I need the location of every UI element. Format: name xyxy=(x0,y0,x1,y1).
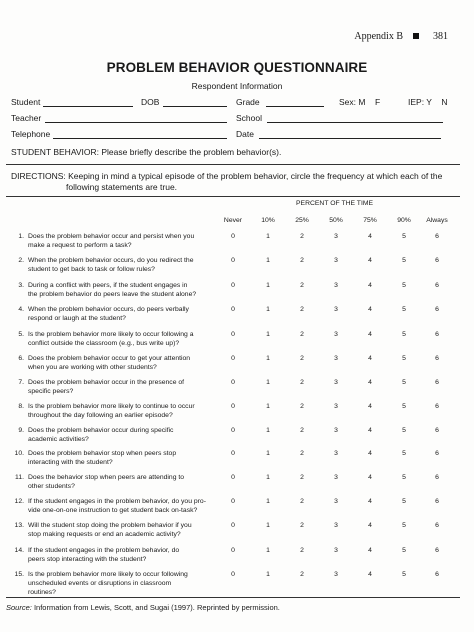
frequency-option[interactable]: 0 xyxy=(231,379,235,386)
iep-option-y[interactable]: Y xyxy=(426,97,432,107)
question-text xyxy=(28,546,218,564)
teacher-label: Teacher xyxy=(11,113,42,123)
frequency-option[interactable]: 1 xyxy=(266,306,270,313)
question-number: 9. xyxy=(18,427,24,434)
question-text-line: Does the problem behavior occur and persist when you xyxy=(28,233,195,240)
question-text-line: make a request to perform a task? xyxy=(28,242,132,249)
sex-option-m[interactable]: M xyxy=(358,97,366,107)
frequency-option[interactable]: 0 xyxy=(231,522,235,529)
frequency-option[interactable]: 0 xyxy=(231,547,235,554)
school-label: School xyxy=(236,113,262,123)
question-text-line: academic activities? xyxy=(28,436,89,443)
question-text-line: Is the problem behavior more likely to occur following xyxy=(28,571,188,578)
question-number: 4. xyxy=(18,306,24,313)
question-text xyxy=(28,426,218,444)
column-header: Always xyxy=(426,217,448,224)
question-text-line: conflict outside the classroom (e.g., bus write up)? xyxy=(28,340,180,347)
question-number: 15. xyxy=(14,571,24,578)
column-header: 25% xyxy=(295,217,309,224)
frequency-option[interactable]: 4 xyxy=(368,450,372,457)
frequency-option[interactable]: 3 xyxy=(334,450,338,457)
frequency-option[interactable]: 6 xyxy=(435,355,439,362)
frequency-option[interactable]: 5 xyxy=(402,282,406,289)
student-label: Student xyxy=(11,97,41,107)
question-text-line: When the problem behavior occurs, do peers verbally xyxy=(28,306,189,313)
page-number: 381 xyxy=(433,31,448,42)
question-row xyxy=(8,378,460,396)
frequency-option[interactable]: 5 xyxy=(402,522,406,529)
question-row xyxy=(8,330,460,348)
question-number: 13. xyxy=(14,522,24,529)
frequency-option[interactable]: 5 xyxy=(402,233,406,240)
frequency-option[interactable]: 2 xyxy=(300,403,304,410)
respondent-info-heading: Respondent Information xyxy=(191,81,283,91)
respondent-row-2 xyxy=(11,113,463,125)
question-row xyxy=(8,473,460,491)
frequency-option[interactable]: 3 xyxy=(334,331,338,338)
respondent-row-3 xyxy=(11,129,463,141)
frequency-option[interactable]: 6 xyxy=(435,306,439,313)
question-row xyxy=(8,354,460,372)
frequency-option[interactable]: 4 xyxy=(368,306,372,313)
question-row xyxy=(8,521,460,539)
question-number: 7. xyxy=(18,379,24,386)
iep-field[interactable] xyxy=(408,97,448,107)
question-number: 10. xyxy=(14,450,24,457)
frequency-option[interactable]: 1 xyxy=(266,355,270,362)
frequency-option[interactable]: 5 xyxy=(402,379,406,386)
question-text xyxy=(28,497,218,515)
frequency-option[interactable]: 6 xyxy=(435,331,439,338)
question-text xyxy=(28,232,218,250)
frequency-option[interactable]: 5 xyxy=(402,571,406,578)
frequency-option[interactable]: 0 xyxy=(231,474,235,481)
percent-of-time-header: PERCENT OF THE TIME xyxy=(296,200,374,207)
frequency-option[interactable]: 6 xyxy=(435,571,439,578)
question-number: 3. xyxy=(18,282,24,289)
question-text-line: unscheduled events or disruptions in classroom xyxy=(28,580,172,587)
frequency-option[interactable]: 6 xyxy=(435,427,439,434)
divider-line xyxy=(6,196,460,197)
frequency-option[interactable]: 5 xyxy=(402,450,406,457)
frequency-option[interactable]: 1 xyxy=(266,257,270,264)
question-text-line: specific peers? xyxy=(28,388,74,395)
frequency-option[interactable]: 1 xyxy=(266,522,270,529)
frequency-option[interactable]: 0 xyxy=(231,233,235,240)
directions-line-2: following statements are true. xyxy=(66,181,178,192)
respondent-row-1 xyxy=(11,97,463,109)
frequency-option[interactable]: 2 xyxy=(300,547,304,554)
grade-label: Grade xyxy=(236,97,260,107)
frequency-option[interactable]: 1 xyxy=(266,547,270,554)
frequency-option[interactable]: 2 xyxy=(300,571,304,578)
question-text xyxy=(28,330,218,348)
column-header: 90% xyxy=(397,217,411,224)
source-text: Information from Lewis, Scott, and Sugai (1997). Reprinted by permission. xyxy=(31,603,280,612)
question-row xyxy=(8,305,460,323)
question-row xyxy=(8,402,460,420)
iep-label: IEP: xyxy=(408,97,425,107)
question-number: 11. xyxy=(15,474,24,481)
question-text xyxy=(28,256,218,274)
frequency-option[interactable]: 4 xyxy=(368,403,372,410)
question-number: 12. xyxy=(14,498,24,505)
directions-line-1: DIRECTIONS: Keeping in mind a typical episode of the problem behavior, circle the frequency at which each of the xyxy=(11,171,443,181)
question-text-line: Is the problem behavior more likely to continue to occur xyxy=(28,403,195,410)
frequency-option[interactable]: 6 xyxy=(435,498,439,505)
question-text-line: During a conflict with peers, if the student engages in xyxy=(28,282,188,289)
frequency-option[interactable]: 4 xyxy=(368,474,372,481)
page-header xyxy=(354,31,448,42)
question-row xyxy=(8,232,460,250)
frequency-option[interactable]: 6 xyxy=(435,379,439,386)
question-row xyxy=(8,449,460,467)
frequency-option[interactable]: 4 xyxy=(368,282,372,289)
school-field[interactable] xyxy=(267,122,443,123)
frequency-option[interactable]: 6 xyxy=(435,257,439,264)
question-text xyxy=(28,521,218,539)
question-text-line: peers stop interacting with the student? xyxy=(28,556,147,563)
frequency-option[interactable]: 2 xyxy=(300,282,304,289)
frequency-option[interactable]: 3 xyxy=(334,474,338,481)
frequency-option[interactable]: 0 xyxy=(231,450,235,457)
date-label: Date xyxy=(236,129,254,139)
student-behavior-prompt: STUDENT BEHAVIOR: Please briefly describe the problem behavior(s). xyxy=(11,147,282,157)
square-bullet-icon xyxy=(413,33,419,39)
frequency-option[interactable]: 3 xyxy=(334,379,338,386)
question-text-line: Does the problem behavior occur to get your attention xyxy=(28,355,191,362)
question-text xyxy=(28,449,218,467)
frequency-option[interactable]: 5 xyxy=(402,306,406,313)
frequency-option[interactable]: 2 xyxy=(300,306,304,313)
frequency-option[interactable]: 4 xyxy=(368,498,372,505)
frequency-option[interactable]: 1 xyxy=(266,379,270,386)
frequency-option[interactable]: 4 xyxy=(368,522,372,529)
frequency-option[interactable]: 2 xyxy=(300,355,304,362)
dob-field[interactable] xyxy=(163,106,227,107)
question-text-line: Will the student stop doing the problem behavior if you xyxy=(28,522,192,529)
frequency-option[interactable]: 6 xyxy=(435,474,439,481)
frequency-option[interactable]: 2 xyxy=(300,331,304,338)
question-text-line: vide one-on-one instruction to get student back on-task? xyxy=(28,507,198,514)
appendix-label: Appendix B xyxy=(354,31,403,42)
question-text-line: when you are working with other students? xyxy=(28,364,157,371)
column-header: 75% xyxy=(363,217,377,224)
question-text xyxy=(28,473,218,491)
question-text-line: the problem behavior do peers leave the student alone? xyxy=(28,291,197,298)
frequency-option[interactable]: 3 xyxy=(334,498,338,505)
frequency-option[interactable]: 3 xyxy=(334,522,338,529)
column-header: 50% xyxy=(329,217,343,224)
frequency-option[interactable]: 5 xyxy=(402,427,406,434)
question-number: 14. xyxy=(14,547,24,554)
frequency-option[interactable]: 0 xyxy=(231,355,235,362)
question-text-line: student to get back to task or follow rules? xyxy=(28,266,155,273)
frequency-option[interactable]: 6 xyxy=(435,282,439,289)
question-number: 6. xyxy=(18,355,24,362)
question-text-line: Is the problem behavior more likely to occur following a xyxy=(28,331,194,338)
question-text-line: other students? xyxy=(28,483,75,490)
frequency-option[interactable]: 4 xyxy=(368,427,372,434)
frequency-option[interactable]: 3 xyxy=(334,306,338,313)
frequency-option[interactable]: 1 xyxy=(266,403,270,410)
frequency-option[interactable]: 5 xyxy=(402,331,406,338)
frequency-option[interactable]: 6 xyxy=(435,522,439,529)
frequency-option[interactable]: 5 xyxy=(402,355,406,362)
question-row xyxy=(8,256,460,274)
iep-option-n[interactable]: N xyxy=(441,97,448,107)
student-field[interactable] xyxy=(43,106,133,107)
frequency-option[interactable]: 3 xyxy=(334,403,338,410)
question-text-line: If the student engages in the problem behavior, do you pro- xyxy=(28,498,206,505)
question-text xyxy=(28,305,218,323)
frequency-option[interactable]: 1 xyxy=(266,498,270,505)
frequency-option[interactable]: 2 xyxy=(300,427,304,434)
sex-label: Sex: xyxy=(339,97,357,107)
frequency-option[interactable]: 0 xyxy=(231,427,235,434)
question-number: 1. xyxy=(18,233,24,240)
frequency-option[interactable]: 3 xyxy=(334,427,338,434)
telephone-label: Telephone xyxy=(11,129,51,139)
frequency-option[interactable]: 4 xyxy=(368,571,372,578)
frequency-option[interactable]: 5 xyxy=(402,474,406,481)
teacher-field[interactable] xyxy=(45,122,227,123)
question-text-line: throughout the day following an earlier episode? xyxy=(28,412,173,419)
question-number: 5. xyxy=(18,331,24,338)
question-number: 8. xyxy=(18,403,24,410)
frequency-option[interactable]: 0 xyxy=(231,403,235,410)
question-text-line: respond or laugh at the student? xyxy=(28,315,126,322)
question-text-line: Does the problem behavior occur in the presence of xyxy=(28,379,185,386)
frequency-option[interactable]: 6 xyxy=(435,547,439,554)
frequency-option[interactable]: 5 xyxy=(402,257,406,264)
dob-label: DOB xyxy=(141,97,160,107)
frequency-option[interactable]: 0 xyxy=(231,571,235,578)
frequency-option[interactable]: 1 xyxy=(266,450,270,457)
frequency-option[interactable]: 0 xyxy=(231,257,235,264)
question-text-line: stop making requests or end an academic activity? xyxy=(28,531,181,538)
frequency-option[interactable]: 5 xyxy=(402,403,406,410)
question-text-line: If the student engages in the problem behavior, do xyxy=(28,547,180,554)
sex-option-f[interactable]: F xyxy=(374,97,381,107)
question-text xyxy=(28,281,218,299)
frequency-option[interactable]: 1 xyxy=(266,571,270,578)
date-field[interactable] xyxy=(259,138,441,139)
question-row xyxy=(8,281,460,299)
frequency-option[interactable]: 0 xyxy=(231,498,235,505)
page-title: PROBLEM BEHAVIOR QUESTIONNAIRE xyxy=(106,60,368,75)
question-row xyxy=(8,497,460,515)
column-header: 10% xyxy=(261,217,275,224)
frequency-option[interactable]: 6 xyxy=(435,450,439,457)
frequency-option[interactable]: 3 xyxy=(334,282,338,289)
question-row xyxy=(8,546,460,564)
sex-field[interactable] xyxy=(339,97,380,107)
divider-line xyxy=(6,597,460,598)
source-label: Source: xyxy=(6,603,32,612)
question-text-line: interacting with the student? xyxy=(28,459,113,466)
source-note xyxy=(6,603,280,612)
grade-field[interactable] xyxy=(266,106,324,107)
frequency-option[interactable]: 2 xyxy=(300,450,304,457)
frequency-option[interactable]: 4 xyxy=(368,257,372,264)
frequency-option[interactable]: 4 xyxy=(368,547,372,554)
frequency-option[interactable]: 1 xyxy=(266,474,270,481)
question-row xyxy=(8,570,460,597)
frequency-option[interactable]: 1 xyxy=(266,331,270,338)
frequency-option[interactable]: 3 xyxy=(334,257,338,264)
frequency-option[interactable]: 4 xyxy=(368,379,372,386)
frequency-option[interactable]: 0 xyxy=(231,331,235,338)
frequency-option[interactable]: 0 xyxy=(231,306,235,313)
frequency-option[interactable]: 2 xyxy=(300,474,304,481)
frequency-option[interactable]: 2 xyxy=(300,498,304,505)
question-text-line: When the problem behavior occurs, do you redirect the xyxy=(28,257,194,264)
frequency-option[interactable]: 1 xyxy=(266,282,270,289)
question-text xyxy=(28,570,218,597)
frequency-option[interactable]: 3 xyxy=(334,355,338,362)
divider-line xyxy=(6,164,460,165)
question-row xyxy=(8,426,460,444)
directions-text xyxy=(11,171,451,192)
frequency-option[interactable]: 1 xyxy=(266,233,270,240)
frequency-option[interactable]: 3 xyxy=(334,571,338,578)
frequency-option[interactable]: 5 xyxy=(402,547,406,554)
frequency-option[interactable]: 2 xyxy=(300,257,304,264)
frequency-option[interactable]: 6 xyxy=(435,233,439,240)
frequency-option[interactable]: 0 xyxy=(231,282,235,289)
frequency-option[interactable]: 4 xyxy=(368,233,372,240)
frequency-option[interactable]: 3 xyxy=(334,233,338,240)
frequency-option[interactable]: 2 xyxy=(300,379,304,386)
telephone-field[interactable] xyxy=(53,138,227,139)
question-text-line: Does the problem behavior stop when peers stop xyxy=(28,450,177,457)
frequency-option[interactable]: 6 xyxy=(435,403,439,410)
question-number: 2. xyxy=(18,257,24,264)
frequency-option[interactable]: 1 xyxy=(266,427,270,434)
question-text-line: Does the behavior stop when peers are attending to xyxy=(28,474,185,481)
frequency-option[interactable]: 3 xyxy=(334,547,338,554)
question-text-line: routines? xyxy=(28,589,56,596)
frequency-option[interactable]: 2 xyxy=(300,233,304,240)
question-text xyxy=(28,402,218,420)
column-header: Never xyxy=(223,217,243,224)
question-text-line: Does the problem behavior occur during specific xyxy=(28,427,174,434)
question-text xyxy=(28,378,218,396)
frequency-option[interactable]: 4 xyxy=(368,355,372,362)
frequency-option[interactable]: 5 xyxy=(402,498,406,505)
frequency-option[interactable]: 2 xyxy=(300,522,304,529)
question-text xyxy=(28,354,218,372)
frequency-option[interactable]: 4 xyxy=(368,331,372,338)
